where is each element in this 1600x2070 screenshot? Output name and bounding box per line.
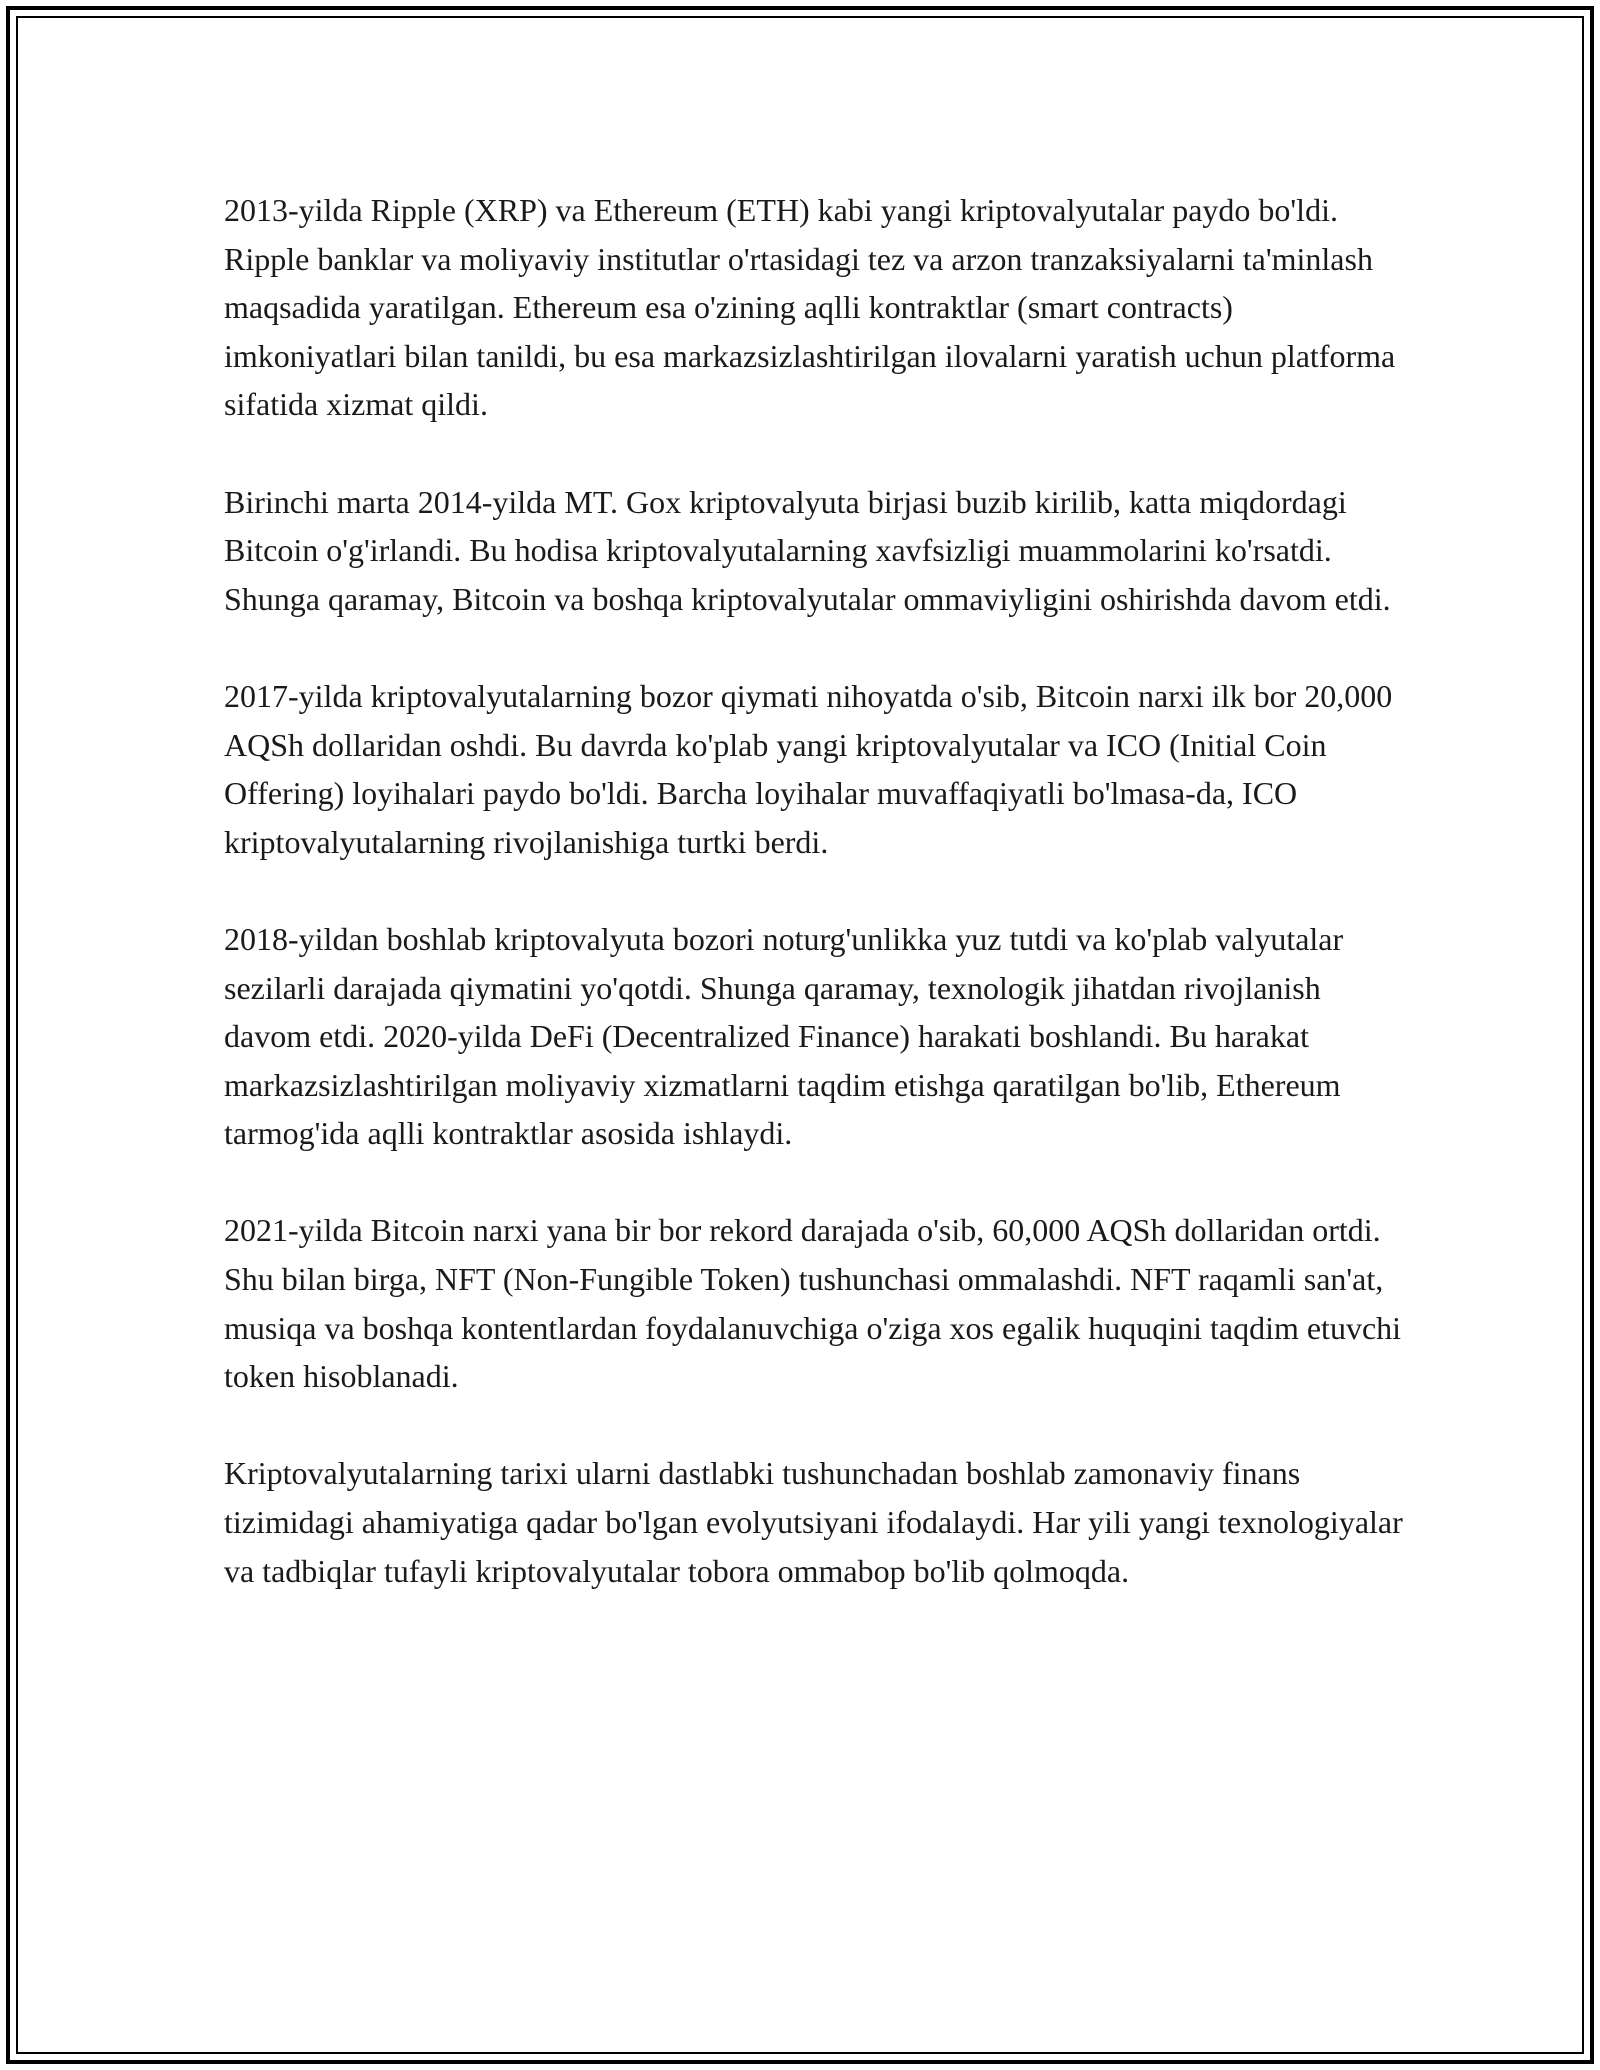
paragraph-2013-ripple-ethereum: 2013-yilda Ripple (XRP) va Ethereum (ETH) kabi yangi kriptovalyutalar paydo bo'ldi. Ripple banklar va moliyaviy institutlar o'rtasidagi tez va arzon tranzaksiyalarni ta'minlash maqsadida yaratilgan. Ethereum esa o'zining aqlli kontraktlar (smart contracts) imkoniyatlari bilan tanildi, bu esa markazsizlashtirilgan ilovalarni yaratish uchun platforma sifatida xizmat qildi. (224, 192, 1396, 423)
paragraph-2017-ico: 2017-yilda kriptovalyutalarning bozor qiymati nihoyatda o'sib, Bitcoin narxi ilk bor 20,000 AQSh dollaridan oshdi. Bu davrda ko'plab yangi kriptovalyutalar va ICO (Initial Coin Offering) loyihalari paydo bo'ldi. Barcha loyihalar muvaffaqiyatli bo'lmasa-da, ICO kriptovalyutalarning rivojlanishiga turtki berdi. (224, 677, 1393, 860)
document-body (224, 186, 1404, 1595)
paragraph-2021-nft: 2021-yilda Bitcoin narxi yana bir bor rekord darajada o'sib, 60,000 AQSh dollaridan ortdi. Shu bilan birga, NFT (Non-Fungible Token) tushunchasi ommalashdi. NFT raqamli san'at, musiqa va boshqa kontentlardan foydalanuvchiga o'ziga xos egalik huquqini taqdim etuvchi token hisoblanadi. (224, 1212, 1402, 1395)
paragraph-2014-mt-gox: Birinchi marta 2014-yilda MT. Gox kriptovalyuta birjasi buzib kirilib, katta miqdordagi Bitcoin o'g'irlandi. Bu hodisa kriptovalyutalarning xavfsizligi muammolarini ko'rsatdi. Shunga qaramay, Bitcoin va boshqa kriptovalyutalar ommaviyligini oshirishda davom etdi. (224, 483, 1391, 617)
paragraph-2018-defi: 2018-yildan boshlab kriptovalyuta bozori noturg'unlikka yuz tutdi va ko'plab valyutalar sezilarli darajada qiymatini yo'qotdi. Shunga qaramay, texnologik jihatdan rivojlanish davom etdi. 2020-yilda DeFi (Decentralized Finance) harakati boshlandi. Bu harakat markazsizlashtirilgan moliyaviy xizmatlarni taqdim etishga qaratilgan bo'lib, Ethereum tarmog'ida aqlli kontraktlar asosida ishlaydi. (224, 920, 1344, 1152)
paragraph-conclusion: Kriptovalyutalarning tarixi ularni dastlabki tushunchadan boshlab zamonaviy finans tizimidagi ahamiyatiga qadar bo'lgan evolyutsiyani ifodalaydi. Har yili yangi texnologiyalar va tadbiqlar tufayli kriptovalyutalar tobora ommabop bo'lib qolmoqda. (224, 1455, 1403, 1589)
